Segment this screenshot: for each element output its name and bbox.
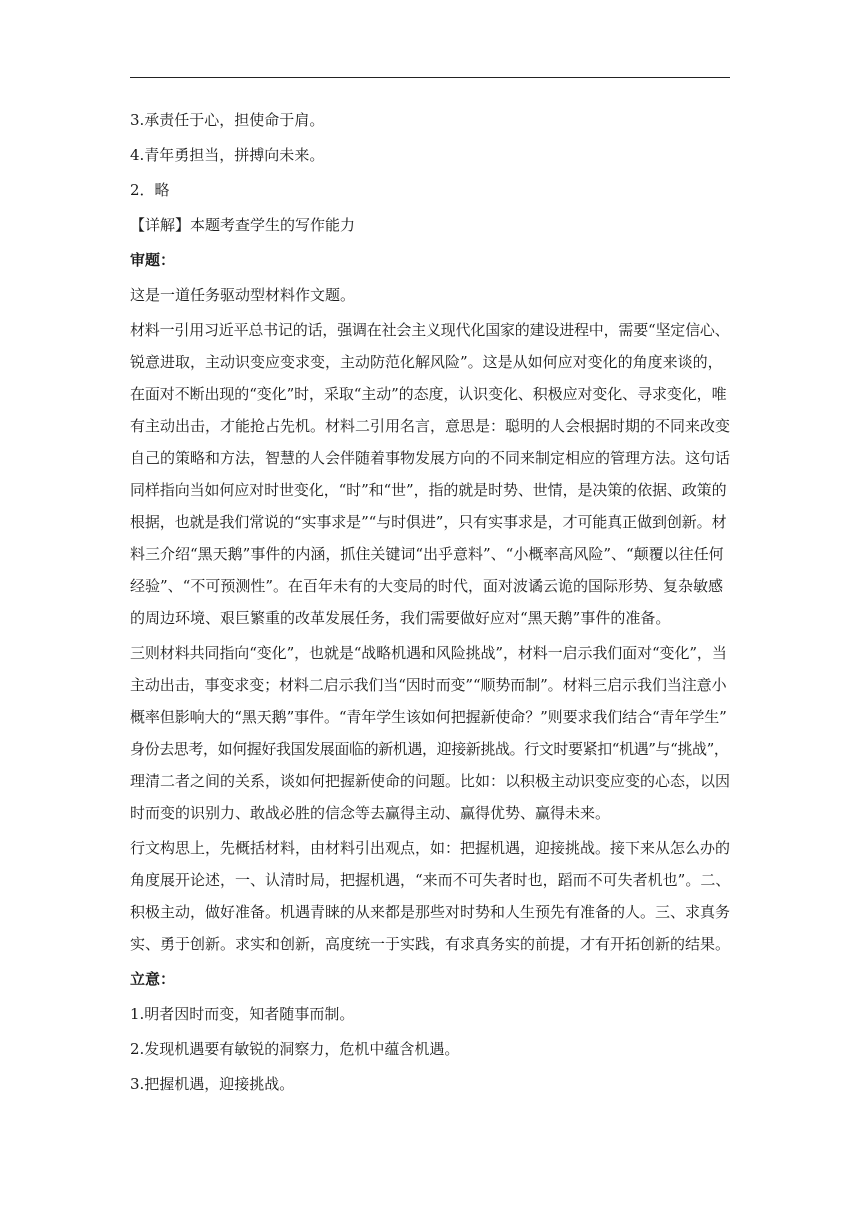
text-line: 1.明者因时而变，知者随事而制。 [130,1005,355,1023]
text-line: 4.青年勇担当，拼搏向未来。 [130,146,325,164]
section-heading: 审题： [130,251,176,269]
text-line: 这是一道任务驱动型材料作文题。 [130,286,356,304]
text-line: 3.把握机遇，迎接挑战。 [130,1075,295,1093]
text-line: 理清二者之间的关系，谈如何把握新使命的问题。比如：以积极主动识变应变的心态，以因 [130,772,731,790]
text-line: 根据，也就是我们常说的“实事求是”“与时俱进”，只有实事求是，才可能真正做到创新。材 [130,513,727,531]
text-line: 身份去思考，如何握好我国发展面临的新机遇，迎接新挑战。行文时要紧扣“机遇”与“挑战”， [130,740,729,758]
text-line: 2．略 [130,181,170,199]
text-line: 同样指向当如何应对时世变化，“时”和“世”，指的就是时势、世情，是决策的依据、政策的 [130,481,727,499]
text-line: 经验”、“不可预测性”。在百年未有的大变局的时代，面对波谲云诡的国际形势、复杂敏感 [130,577,724,595]
text-line: 在面对不断出现的“变化”时，采取“主动”的态度，认识变化、积极应对变化、寻求变化，唯 [130,385,727,403]
text-line: 时而变的识别力、敢战必胜的信念等去赢得主动、赢得优势、赢得未来。 [130,804,611,822]
text-line: 主动出击，事变求变；材料二启示我们当“因时而变”“顺势而制”。材料三启示我们当注意小 [130,676,727,694]
text-line: 2.发现机遇要有敏锐的洞察力，危机中蕴含机遇。 [130,1040,460,1058]
text-line: 【详解】本题考查学生的写作能力 [130,216,356,234]
text-line: 实、勇于创新。求实和创新，高度统一于实践，有求真务实的前提，才有开拓创新的结果。 [130,935,731,953]
text-line: 料三介绍“黑天鹅”事件的内涵，抓住关键词“出乎意料”、“小概率高风险”、“颠覆以往任何 [130,545,724,563]
text-line: 行文构思上，先概括材料，由材料引出观点，如：把握机遇，迎接挑战。接下来从怎么办的 [130,839,731,857]
section-heading: 立意： [130,970,176,988]
text-line: 3.承责任于心，担使命于肩。 [130,111,325,129]
page-header-rule [130,77,730,78]
text-line: 有主动出击，才能抢占先机。材料二引用名言，意思是：聪明的人会根据时期的不同来改变 [130,417,731,435]
text-line: 三则材料共同指向“变化”，也就是“战略机遇和风险挑战”，材料一启示我们面对“变化”，当 [130,644,727,662]
text-line: 概率但影响大的“黑天鹅”事件。“青年学生该如何把握新使命？”则要求我们结合“青年学生” [130,708,727,726]
text-line: 的周边环境、艰巨繁重的改革发展任务，我们需要做好应对“黑天鹅”事件的准备。 [130,609,671,627]
text-line: 锐意进取，主动识变应变求变，主动防范化解风险”。这是从如何应对变化的角度来谈的， [130,353,723,371]
text-line: 自己的策略和方法，智慧的人会伴随着事物发展方向的不同来制定相应的管理方法。这句话 [130,449,731,467]
text-line: 角度展开论述，一、认清时局，把握机遇，“来而不可失者时也，蹈而不可失者机也”。二、 [130,871,731,889]
text-line: 积极主动，做好准备。机遇青睐的从来都是那些对时势和人生预先有准备的人。三、求真务 [130,903,731,921]
text-line: 材料一引用习近平总书记的话，强调在社会主义现代化国家的建设进程中，需要“坚定信心、 [130,321,730,339]
document-body [130,104,730,1100]
